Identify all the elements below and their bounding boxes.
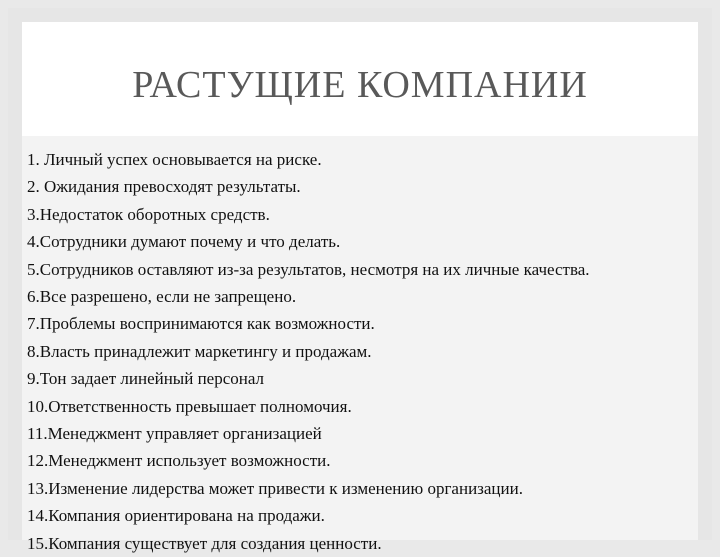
list-item: 6.Все разрешено, если не запрещено. — [27, 287, 297, 307]
list-item: 13.Изменение лидерства может привести к изменению организации. — [27, 478, 523, 498]
list-item: 12.Менеджмент использует возможности. — [27, 451, 331, 471]
content-list — [27, 146, 695, 557]
list-item: 10.Ответственность превышает полномочия. — [27, 396, 352, 416]
title-panel — [22, 22, 698, 136]
list-item: 14.Компания ориентирована на продажи. — [27, 506, 325, 526]
list-item: 15.Компания существует для создания ценности. — [27, 533, 382, 553]
list-item: 2. Ожидания превосходят результаты. — [27, 177, 301, 197]
list-item: 4.Сотрудники думают почему и что делать. — [27, 232, 341, 252]
slide — [8, 8, 712, 553]
list-item: 9.Тон задает линейный персонал — [27, 369, 265, 389]
list-item: 5.Сотрудников оставляют из-за результатов, несмотря на их личные качества. — [27, 259, 590, 279]
list-item: 7.Проблемы воспринимаются как возможности. — [27, 314, 375, 334]
list-item: 3.Недостаток оборотных средств. — [27, 204, 270, 224]
list-item: 1. Личный успех основывается на риске. — [27, 150, 322, 169]
slide-title: РАСТУЩИЕ КОМПАНИИ — [132, 64, 588, 106]
list-item: 8.Власть принадлежит маркетингу и продажам. — [27, 341, 372, 361]
list-item: 11.Менеджмент управляет организацией — [27, 424, 322, 444]
content-panel — [22, 136, 698, 553]
